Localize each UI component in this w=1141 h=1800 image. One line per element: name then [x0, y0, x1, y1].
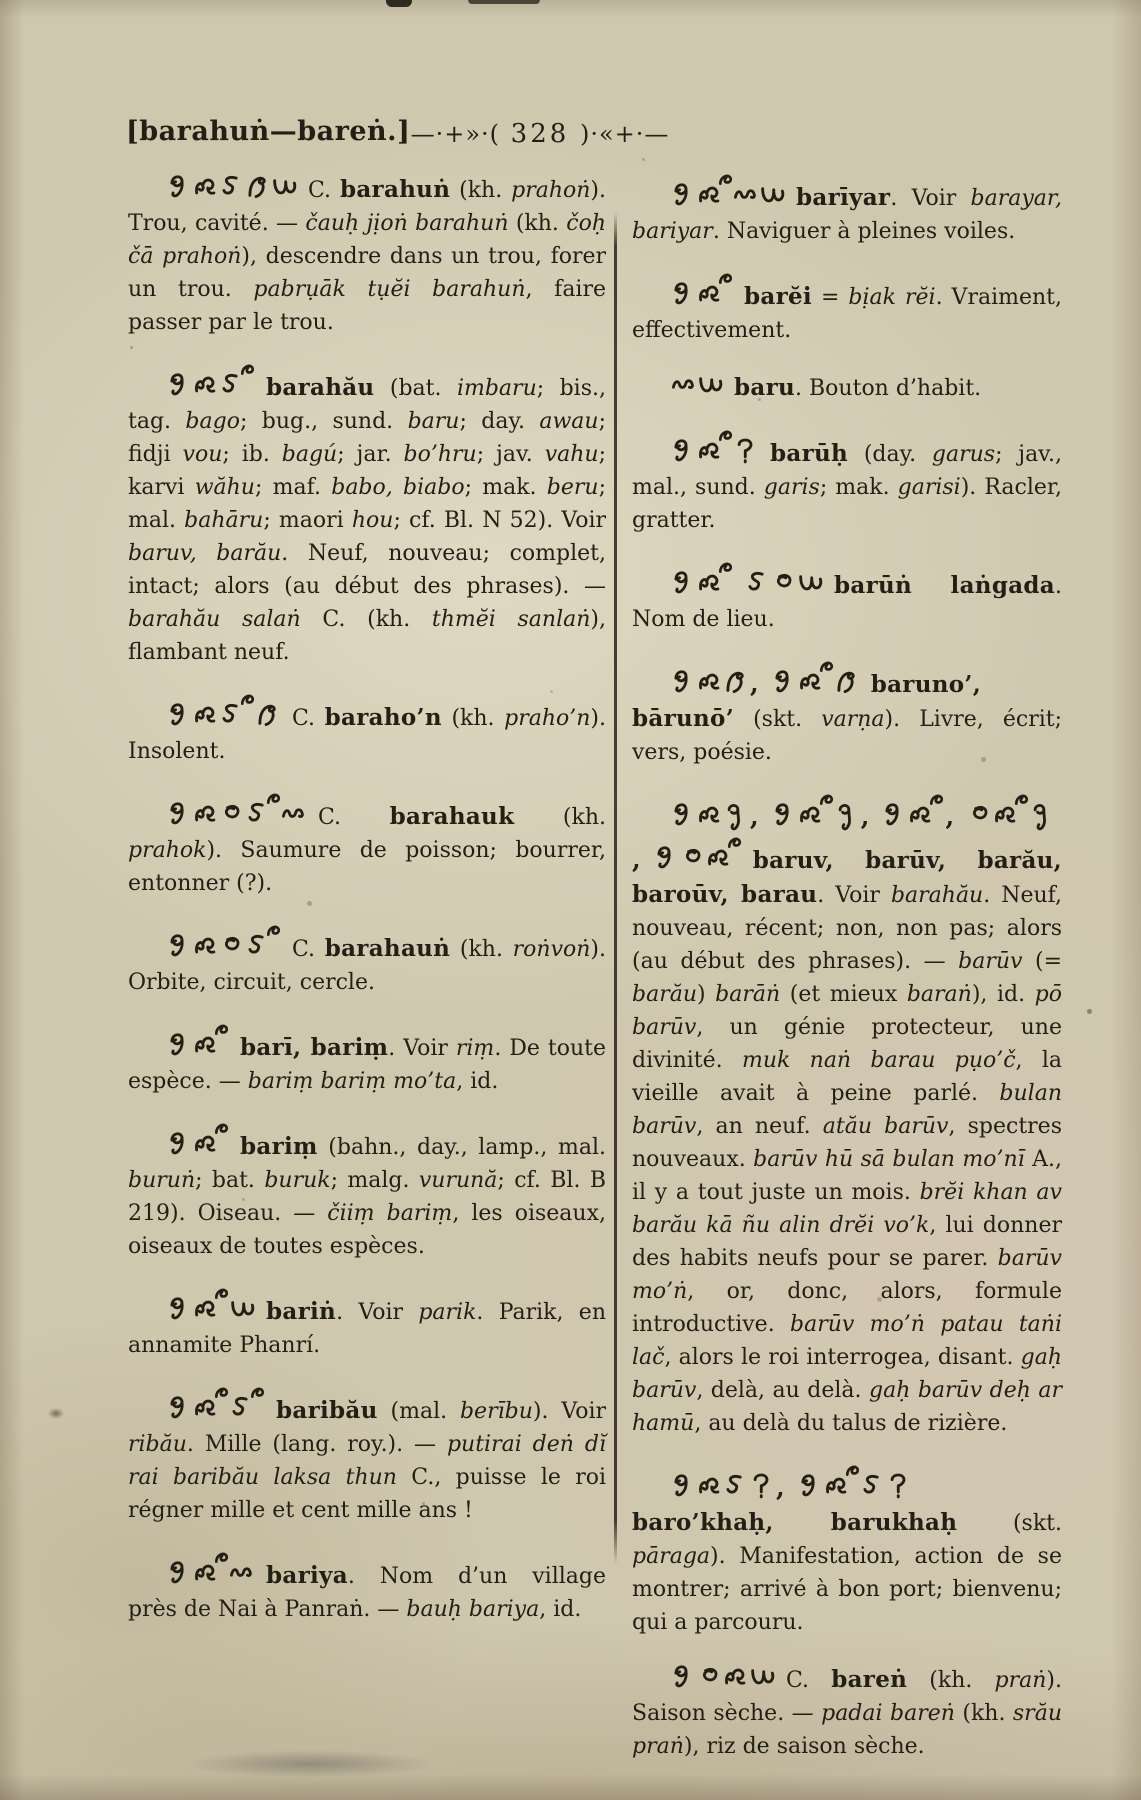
cham-glyph: [168, 1129, 193, 1161]
entry-text: čauḥ jịoṅ barahuṅ: [305, 211, 509, 236]
cham-glyph: [672, 370, 697, 402]
entry-text: . Voir: [388, 1036, 456, 1061]
cham-glyph: [214, 1385, 229, 1399]
entry-text: , delà, au delà.: [696, 1378, 869, 1403]
entry-text: barău: [632, 982, 698, 1007]
headword: barūḥ: [770, 440, 849, 467]
cham-glyph: [655, 843, 680, 875]
entry-text: (skt.: [734, 707, 822, 732]
entry-text: ; ib.: [222, 442, 282, 467]
ornament-right: )·«+·—: [571, 120, 670, 148]
cham-glyph: [194, 799, 219, 831]
cham-glyph: [282, 799, 307, 831]
dictionary-entry: [632, 659, 1062, 769]
column-divider: [614, 212, 617, 1564]
left-column: [128, 172, 606, 1626]
script-comma: ,: [945, 802, 955, 831]
cham-glyph: [194, 370, 219, 402]
entry-text: garus: [931, 442, 996, 467]
cham-glyph: [760, 180, 785, 212]
dictionary-entry: [632, 428, 1062, 537]
right-column: [632, 172, 1062, 1763]
entry-text: garis: [763, 475, 820, 500]
entry-text: . Nom d’un village près de Nai à Panraṅ. —: [128, 1564, 606, 1622]
cham-glyph: [819, 792, 834, 806]
headword: barahuṅ: [339, 176, 451, 203]
dictionary-entry: [128, 1550, 606, 1626]
entry-text: berību: [459, 1399, 533, 1424]
cham-glyph: [698, 800, 723, 832]
entry-text: ), flambant neuf.: [128, 607, 606, 665]
entry-text: ). Trou, cavité. —: [128, 178, 606, 236]
cham-glyph: [724, 1471, 749, 1503]
dictionary-entry: [632, 1662, 1062, 1763]
entry-text: (et mieux: [780, 982, 907, 1007]
entry-text: ): [697, 982, 716, 1007]
entry-text: C.: [318, 805, 390, 830]
dictionary-entry: [128, 791, 606, 900]
cham-glyph: [929, 792, 944, 806]
cham-glyph: [798, 568, 823, 600]
entry-text: , an neuf.: [696, 1114, 823, 1139]
cham-glyph: [835, 800, 860, 832]
entry-text: C.: [308, 178, 340, 203]
entry-text: . Naviguer à pleines voiles.: [712, 219, 1016, 244]
cham-glyph: [672, 800, 697, 832]
dictionary-entry: [128, 1385, 606, 1527]
entry-text: (kh.: [450, 178, 512, 203]
entry-text: čiiṃ bariṃ: [327, 1201, 453, 1226]
entry-text: riṃ: [455, 1036, 495, 1061]
entry-text: srău praṅ: [632, 1701, 1062, 1759]
entry-text: ; mak.: [819, 475, 898, 500]
cham-glyph: [240, 362, 255, 376]
entry-text: baru: [407, 409, 460, 434]
cham-glyph: [672, 180, 697, 212]
cham-glyph: [168, 172, 193, 204]
cham-glyph: [214, 1286, 229, 1300]
entry-text: , or, donc, alors, formule introductive.: [632, 1279, 1062, 1337]
entry-text: varṇa: [821, 707, 885, 732]
dictionary-entry: [128, 692, 606, 768]
entry-text: vurună: [418, 1168, 498, 1193]
entry-text: =: [811, 285, 849, 310]
entry-text: baraṅ: [906, 982, 972, 1007]
entry-text: praṅ: [994, 1668, 1047, 1693]
entry-text: pāraga: [632, 1544, 711, 1569]
entry-text: roṅvoṅ: [512, 937, 591, 962]
cham-glyph: [727, 835, 742, 849]
entry-text: ; jav.: [476, 442, 545, 467]
entry-text: ; bug., sund.: [239, 409, 408, 434]
cham-glyph: [724, 800, 749, 832]
cham-glyph: [256, 700, 281, 732]
entry-text: (kh.: [907, 1668, 995, 1693]
entry-text: C.: [292, 937, 325, 962]
cham-script-word: [168, 1300, 256, 1325]
headword: baro’khaḥ, barukhaḥ: [632, 1509, 958, 1536]
cham-glyph: [746, 568, 771, 600]
entry-text: ; mal.: [128, 475, 607, 533]
cham-glyph: [168, 370, 193, 402]
cham-glyph: [773, 667, 798, 699]
entry-text: (skt.: [957, 1511, 1062, 1536]
entry-text: vou: [182, 442, 223, 467]
cham-glyph: [698, 667, 723, 699]
cham-glyph: [266, 923, 281, 937]
dictionary-entry: [128, 362, 606, 669]
cham-glyph: [845, 1463, 860, 1477]
entry-text: , alors le roi interrogea, disant.: [664, 1345, 1021, 1370]
entry-text: čoḥ čā prahoṅ: [128, 211, 607, 269]
cham-glyph: [799, 1471, 824, 1503]
entry-text: ; bat.: [195, 1168, 265, 1193]
entry-text: barāṅ: [715, 982, 781, 1007]
ink-blot: [48, 1408, 64, 1419]
entry-text: , la vieille avait à peine parlé.: [632, 1048, 1063, 1106]
entry-text: ; fidji: [128, 409, 606, 467]
cham-glyph: [734, 436, 759, 468]
cham-glyph: [861, 1471, 886, 1503]
cham-glyph: [968, 800, 993, 832]
entry-text: , les oiseaux, oiseaux de toutes espèces.: [128, 1201, 606, 1259]
entry-text: ribău: [128, 1432, 187, 1457]
cham-glyph: [168, 931, 193, 963]
entry-text: bahāru: [184, 508, 264, 533]
cham-glyph: [220, 931, 245, 963]
cham-glyph: [240, 692, 255, 706]
entry-text: . Neuf, nouveau, récent; non, non pas; alors (au début des phrases). —: [632, 883, 1063, 974]
entry-text: prahok: [128, 838, 207, 863]
cham-glyph: [246, 172, 271, 204]
headword: baru: [734, 374, 796, 401]
entry-text: bariṃ bariṃ mo’ta: [247, 1069, 457, 1094]
cham-glyph: [168, 1294, 193, 1326]
cham-script-word: [168, 1135, 230, 1160]
entry-text: (kh.: [441, 706, 505, 731]
dictionary-entry: [128, 1022, 606, 1098]
cham-glyph: [773, 800, 798, 832]
headword: bareṅ: [831, 1666, 908, 1693]
entry-text: . Voir: [336, 1300, 419, 1325]
entry-text: barayar, bariyar: [632, 186, 1062, 244]
cham-script-word: [168, 1399, 266, 1424]
cham-glyph: [214, 1121, 229, 1135]
cham-glyph: [220, 172, 245, 204]
cham-glyph: [168, 1030, 193, 1062]
entry-text: barūv: [958, 949, 1023, 974]
entry-text: ; jav., mal., sund.: [632, 442, 1062, 500]
cham-glyph: [214, 1550, 229, 1564]
headword: baruv, barūv, barău, baroūv, barau: [632, 847, 1062, 908]
entry-text: (day.: [848, 442, 932, 467]
headword: bariṅ: [266, 1298, 337, 1325]
cham-glyph: [168, 1558, 193, 1590]
entry-text: padai bareṅ: [821, 1701, 955, 1726]
headword: barūṅ laṅgada: [834, 572, 1055, 599]
script-comma: ,: [632, 845, 641, 874]
cham-glyph: [230, 1558, 255, 1590]
cham-script-word: [672, 376, 724, 401]
entry-text: ; day.: [459, 409, 540, 434]
cham-glyph: [1030, 800, 1055, 832]
entry-text: awau: [539, 409, 599, 434]
cham-glyph: [1014, 792, 1029, 806]
entry-text: . De toute espèce. —: [128, 1036, 606, 1094]
cham-glyph: [698, 1471, 723, 1503]
dictionary-entry: [632, 370, 1062, 405]
dictionary-entry: [632, 271, 1062, 347]
cham-script-word: [672, 574, 824, 599]
cham-script-word: [168, 805, 308, 830]
cham-glyph: [750, 1662, 775, 1694]
entry-text: putirai deṅ dĭ rai baribău laksa thun: [128, 1432, 606, 1490]
entry-text: ). Racler, gratter.: [632, 475, 1062, 533]
script-comma: ,: [750, 802, 759, 831]
entry-text: barahău: [890, 883, 984, 908]
cham-script-word: [168, 178, 298, 203]
dictionary-entry: [128, 923, 606, 999]
entry-text: (kh.: [514, 805, 606, 830]
entry-text: bịak rĕi: [848, 285, 936, 310]
entry-text: beru: [546, 475, 599, 500]
cham-glyph: [718, 172, 733, 186]
entry-text: (bat.: [374, 376, 457, 401]
script-comma: ,: [750, 669, 759, 698]
cham-glyph: [681, 843, 706, 875]
headword: baribău: [276, 1397, 378, 1424]
cham-glyph: [718, 560, 733, 574]
entry-text: (bahn., day., lamp., mal.: [317, 1135, 606, 1160]
cham-script-word: [168, 376, 256, 401]
entry-text: gaḥ barūv: [632, 1345, 1062, 1403]
cham-glyph: [887, 1471, 912, 1503]
cham-glyph: [214, 1022, 229, 1036]
headword: barīyar: [796, 184, 891, 211]
entry-text: , au delà du talus de rizière.: [694, 1411, 1008, 1436]
entry-text: gaḥ barūv deḥ ar hamū: [632, 1378, 1062, 1436]
headword: baruno’, bārunō’: [632, 671, 982, 732]
entry-text: ; cf. Bl. B 219). Oiseau. —: [128, 1168, 606, 1226]
entry-text: prahoṅ: [511, 178, 591, 203]
cham-glyph: [272, 172, 297, 204]
script-comma: ,: [860, 802, 870, 831]
ornament-left: —·+»·(: [410, 120, 509, 148]
entry-text: buruṅ: [128, 1168, 196, 1193]
dictionary-entry: [632, 1463, 1062, 1639]
cham-glyph: [250, 1385, 265, 1399]
cham-glyph: [672, 279, 697, 311]
cham-glyph: [168, 1393, 193, 1425]
entry-text: babo, biabo: [331, 475, 465, 500]
cham-script-word: [168, 1036, 230, 1061]
entry-text: , un génie protecteur, une divinité.: [632, 1015, 1062, 1073]
cham-glyph: [734, 180, 759, 212]
cham-glyph: [266, 791, 281, 805]
headword: bariṃ: [240, 1133, 318, 1160]
entry-text: ; cf. Bl. N 52). Voir: [393, 508, 607, 533]
cham-glyph: [220, 799, 245, 831]
cham-glyph: [883, 800, 908, 832]
cham-glyph: [672, 568, 697, 600]
entry-text: ), riz de saison sèche.: [683, 1734, 925, 1759]
cham-glyph: [168, 799, 193, 831]
entry-text: atău barūv: [822, 1114, 949, 1139]
entry-text: . Nom de lieu.: [632, 574, 1062, 632]
entry-text: barūv mo’ṅ patau taṅi lač: [632, 1312, 1062, 1370]
cham-glyph: [194, 931, 219, 963]
entry-text: (kh.: [954, 1701, 1013, 1726]
cham-glyph: [718, 271, 733, 285]
entry-text: ). Saumure de poisson; bourrer, entonner (?).: [128, 838, 606, 896]
cham-glyph: [698, 370, 723, 402]
dictionary-entry: [128, 172, 606, 339]
entry-text: barūv hū sā bulan mo’nī: [753, 1147, 1025, 1172]
cham-glyph: [724, 667, 749, 699]
headword: barahauṅ: [324, 935, 451, 962]
script-comma: ,: [776, 1473, 785, 1502]
entry-text: barūv mo’ṅ: [632, 1246, 1062, 1304]
cham-glyph: [750, 1471, 775, 1503]
entry-text: praho’n: [504, 706, 591, 731]
cham-script-word: [168, 706, 282, 731]
cham-glyph: [835, 667, 860, 699]
cham-script-word: [168, 1564, 256, 1589]
entry-text: vahu: [544, 442, 599, 467]
entry-text: . Voir: [817, 883, 891, 908]
entry-text: . Voir: [890, 186, 971, 211]
entry-text: (kh.: [450, 937, 513, 962]
headword: baraho’n: [324, 704, 442, 731]
page-number: 328: [510, 119, 570, 149]
entry-text: ). Livre, écrit; vers, poésie.: [632, 707, 1063, 765]
entry-text: . Neuf, nouveau; complet, intact; alors (au début des phrases). —: [128, 541, 606, 599]
headword: barahauk: [389, 803, 515, 830]
cham-script-word: [672, 285, 734, 310]
entry-text: baruv, barău: [128, 541, 282, 566]
entry-text: pabrụāk tụĕi barahuṅ: [253, 277, 526, 302]
entry-text: bago: [185, 409, 240, 434]
cham-glyph: [672, 1662, 697, 1694]
scan-smudge: [185, 1750, 435, 1778]
entry-text: ). Saison sèche. —: [632, 1668, 1062, 1726]
cham-glyph: [672, 1471, 697, 1503]
entry-text: muk naṅ barau pụo’č: [741, 1048, 1016, 1073]
entry-text: C.: [786, 1668, 832, 1693]
entry-text: parik: [418, 1300, 477, 1325]
entry-text: pō barūv: [632, 982, 1062, 1040]
entry-text: ). Voir: [532, 1399, 606, 1424]
cham-script-word: [168, 937, 282, 962]
entry-text: bagú: [281, 442, 338, 467]
cham-script-word: [672, 186, 786, 211]
dictionary-entry: [128, 1286, 606, 1362]
dictionary-entry: [632, 560, 1062, 636]
headword: barĕi: [744, 283, 812, 310]
entry-text: ). Orbite, circuit, cercle.: [128, 937, 606, 995]
entry-text: . Bouton d’habit.: [795, 376, 982, 401]
entry-text: , spectres nouveaux.: [632, 1114, 1062, 1172]
cham-glyph: [168, 700, 193, 732]
entry-text: barahău salaṅ: [128, 607, 301, 632]
entry-text: (kh.: [508, 211, 567, 236]
entry-text: garisi: [897, 475, 961, 500]
cham-glyph: [772, 568, 797, 600]
cham-glyph: [194, 172, 219, 204]
header-word-range: [barahuṅ—bareṅ.]: [126, 116, 411, 147]
entry-text: hou: [351, 508, 394, 533]
headword: barahău: [266, 374, 375, 401]
entry-text: . Mille (lang. roy.). —: [186, 1432, 447, 1457]
entry-text: A., il y a tout juste un mois.: [632, 1147, 1062, 1205]
entry-text: . Parik, en annamite Phanrí.: [128, 1300, 606, 1358]
entry-text: buruk: [264, 1168, 331, 1193]
entry-text: ; malg.: [330, 1168, 419, 1193]
entry-text: C.: [292, 706, 325, 731]
entry-text: ; jar.: [337, 442, 404, 467]
cham-glyph: [230, 1294, 255, 1326]
cham-glyph: [718, 428, 733, 442]
scan-edge-mark: [468, 0, 540, 4]
entry-text: ; mak.: [464, 475, 547, 500]
entry-text: imbaru: [456, 376, 537, 401]
dictionary-entry: [128, 1121, 606, 1263]
entry-text: ; maf.: [254, 475, 332, 500]
entry-text: ). Insolent.: [128, 706, 606, 764]
dictionary-entry: [632, 792, 1062, 1440]
entry-text: bauḥ bariya: [406, 1597, 540, 1622]
cham-glyph: [819, 659, 834, 673]
entry-text: , faire passer par le trou.: [128, 277, 607, 335]
cham-glyph: [672, 436, 697, 468]
entry-text: , id.: [539, 1597, 582, 1622]
page-number-ornament: [411, 119, 670, 149]
headword: bariya: [266, 1562, 348, 1589]
entry-text: , id.: [456, 1069, 499, 1094]
cham-glyph: [672, 667, 697, 699]
cham-glyph: [194, 700, 219, 732]
cham-script-word: [672, 1668, 776, 1693]
entry-text: ), descendre dans un trou, forer un trou.: [128, 244, 607, 302]
cham-glyph: [698, 1662, 723, 1694]
entry-text: bulan barūv: [632, 1081, 1062, 1139]
cham-script-word: [672, 669, 861, 698]
entry-text: brĕi khan av barău kā ñu alin drĕi vo’k: [632, 1180, 1062, 1238]
entry-text: bo’hru: [403, 442, 477, 467]
entry-text: ), id.: [971, 982, 1035, 1007]
headword: barī, bariṃ: [240, 1034, 389, 1061]
entry-text: thmĕi sanlaṅ: [431, 607, 591, 632]
entry-text: (=: [1022, 949, 1063, 974]
dictionary-entry: [632, 172, 1062, 248]
entry-text: (mal.: [377, 1399, 460, 1424]
entry-text: wăhu: [194, 475, 255, 500]
cham-glyph: [724, 1662, 749, 1694]
entry-text: C., puisse le roi régner mille et cent mille ans !: [128, 1465, 606, 1523]
entry-text: , lui donner des habits neufs pour se parer.: [632, 1213, 1062, 1271]
entry-text: . Vraiment, effectivement.: [632, 285, 1062, 343]
entry-text: ; karvi: [128, 442, 607, 500]
entry-text: ; bis., tag.: [128, 376, 606, 434]
cham-script-word: [672, 1473, 913, 1502]
entry-text: C. (kh.: [300, 607, 432, 632]
scan-edge-mark: [386, 0, 412, 7]
entry-text: ; maori: [263, 508, 352, 533]
entry-text: ). Manifestation, action de se montrer; arrivé à bon port; bienvenu; qui a parcouru.: [632, 1544, 1062, 1635]
cham-script-word: [672, 442, 760, 467]
